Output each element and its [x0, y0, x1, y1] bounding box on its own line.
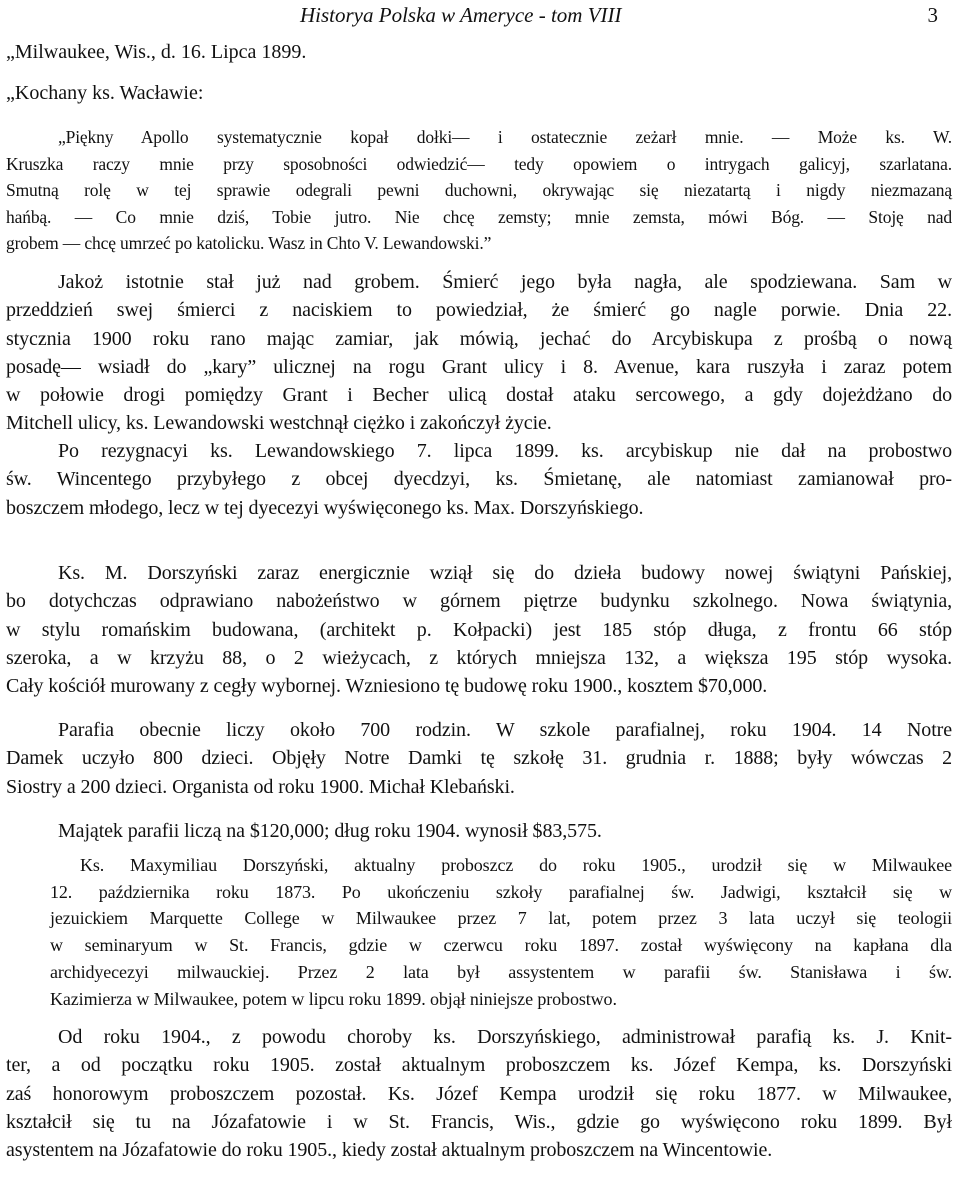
paragraph-line: Siostry a 200 dzieci. Organista od roku 1900. Michał Klebański. — [6, 775, 515, 798]
paragraph-line: Od roku 1904., z powodu choroby ks. Dorszyńskiego, administrował parafią ks. J. Knit- — [58, 1026, 952, 1048]
paragraph-line: posadę— wsiadł do „kary” ulicznej na rogu Grant ulicy i 8. Avenue, kara ruszyła i zaraz potem — [6, 355, 952, 378]
paragraph-line: Majątek parafii liczą na $120,000; dług roku 1904. wynosił $83,575. — [58, 820, 602, 842]
paragraph-line: w stylu romańskim budowana, (architekt p. Kołpacki) jest 185 stóp długa, z frontu 66 stóp — [6, 618, 952, 641]
paragraph-line: w połowie drogi pomiędzy Grant i Becher ulicą dostał ataku sercowego, a gdy dojeżdżano do — [6, 384, 952, 407]
letter-line: Smutną rolę w tej sprawie odegrali pewni duchowni, okrywając się niezatartą i nigdy niezmazaną — [6, 180, 952, 200]
paragraph-line: 12. października roku 1873. Po ukończeniu szkoły parafialnej św. Jadwigi, kształcił się w — [50, 881, 952, 902]
paragraph-line: Kazimierza w Milwaukee, potem w lipcu roku 1899. objął niniejsze probostwo. — [50, 988, 617, 1009]
page-header — [0, 2, 960, 28]
paragraph-line: Ks. Maxymiliau Dorszyński, aktualny proboszcz do roku 1905., urodził się w Milwaukee — [80, 855, 952, 875]
paragraph-line: Po rezygnacyi ks. Lewandowskiego 7. lipca 1899. ks. arcybiskup nie dał na probostwo — [58, 440, 952, 462]
paragraph-line: Damek uczyło 800 dzieci. Objęły Notre Damki tę szkołę 31. grudnia r. 1888; były wówczas 2 — [6, 747, 952, 770]
paragraph-line: zaś honorowym proboszczem pozostał. Ks. Józef Kempa urodził się roku 1877. w Milwaukee, — [6, 1082, 952, 1105]
paragraph-line: stycznia 1900 roku rano mając zamiar, jak mówią, jechać do Arcybiskupa z prośbą o nową — [6, 327, 952, 350]
letter-line: grobem — chcę umrzeć po katolicku. Wasz in Chto V. Lewandowski.” — [6, 233, 492, 253]
paragraph-church-building — [6, 559, 952, 700]
paragraph-death — [6, 268, 952, 438]
letter-line: hańbą. — Co mnie dziś, Tobie jutro. Nie chcę zemsty; mnie zemsta, mówi Bóg. — Stoję nad — [6, 206, 952, 227]
letter-body — [6, 124, 952, 257]
paragraph-resignation — [6, 437, 952, 522]
letter-salutation-block — [6, 79, 952, 107]
paragraph-line: boszczem młodego, lecz w tej dyecezyi wyświęconego ks. Max. Dorszyńskiego. — [6, 496, 644, 519]
paragraph-line: bo dotychczas odprawiano nabożeństwo w górnem piętrze budynku szkolnego. Nowa świątynia, — [6, 590, 952, 613]
letter-salutation: „Kochany ks. Wacławie: — [6, 82, 204, 104]
paragraph-line: Cały kościół murowany z cegły wybornej. Wzniesiono tę budowę roku 1900., kosztem $70,000. — [6, 675, 768, 698]
letter-line: „Piękny Apollo systematycznie kopał dołki— i ostatecznie zeżarł mnie. — Może ks. W. — [58, 127, 952, 147]
letter-place-date: „Milwaukee, Wis., d. 16. Lipca 1899. — [6, 41, 307, 63]
letter-line: Kruszka raczy mnie przy sposobności odwiedzić— tedy opowiem o intrygach galicyj, szarlatana. — [6, 153, 952, 174]
running-title: Historya Polska w Ameryce - tom VIII — [300, 3, 622, 27]
paragraph-line: archidyecezyi milwauckiej. Przez 2 lata był assystentem w parafii św. Stanisława i św. — [50, 961, 952, 982]
paragraph-line: asystentem na Józafatowie do roku 1905., kiedy został aktualnym proboszczem na Wincentowie. — [6, 1139, 773, 1162]
paragraph-line: kształcił się tu na Józafatowie i w St. Francis, Wis., gdzie go wyświęcono roku 1899. Był — [6, 1110, 952, 1133]
paragraph-biography-dorszynski — [6, 852, 952, 1012]
paragraph-line: w seminaryum w St. Francis, gdzie w czerwcu roku 1897. został wyświęcony na kapłana dla — [50, 935, 952, 956]
paragraph-parish — [6, 716, 952, 801]
letter-heading — [6, 38, 952, 66]
paragraph-line: Mitchell ulicy, ks. Lewandowski westchnął ciężko i zakończył życie. — [6, 412, 552, 435]
paragraph-line: Ks. M. Dorszyński zaraz energicznie wziął się do dzieła budowy nowej świątyni Pańskiej, — [58, 562, 952, 584]
paragraph-administration — [6, 1023, 952, 1164]
paragraph-line: przeddzień swej śmierci z naciskiem to powiedział, że śmierć go nagle porwie. Dnia 22. — [6, 299, 952, 322]
paragraph-line: ter, a od początku roku 1905. został aktualnym proboszczem ks. Józef Kempa, ks. Dorszyński — [6, 1054, 952, 1077]
paragraph-line: jezuickiem Marquette College w Milwaukee przez 7 lat, potem przez 3 lata uczył się teologii — [50, 908, 952, 929]
page-number: 3 — [927, 3, 938, 27]
paragraph-line: Parafia obecnie liczy około 700 rodzin. W szkole parafialnej, roku 1904. 14 Notre — [58, 719, 952, 741]
paragraph-line: Jakoż istotnie stał już nad grobem. Śmierć jego była nagła, ale spodziewana. Sam w — [58, 271, 952, 293]
paragraph-line: św. Wincentego przybyłego z obcej dyecdzyi, ks. Śmietanę, ale natomiast zamianował pro- — [6, 468, 952, 491]
paragraph-assets — [6, 817, 952, 845]
paragraph-line: szeroka, a w krzyżu 88, o 2 wieżycach, z których mniejsza 132, a większa 195 stóp wysoka. — [6, 646, 952, 669]
